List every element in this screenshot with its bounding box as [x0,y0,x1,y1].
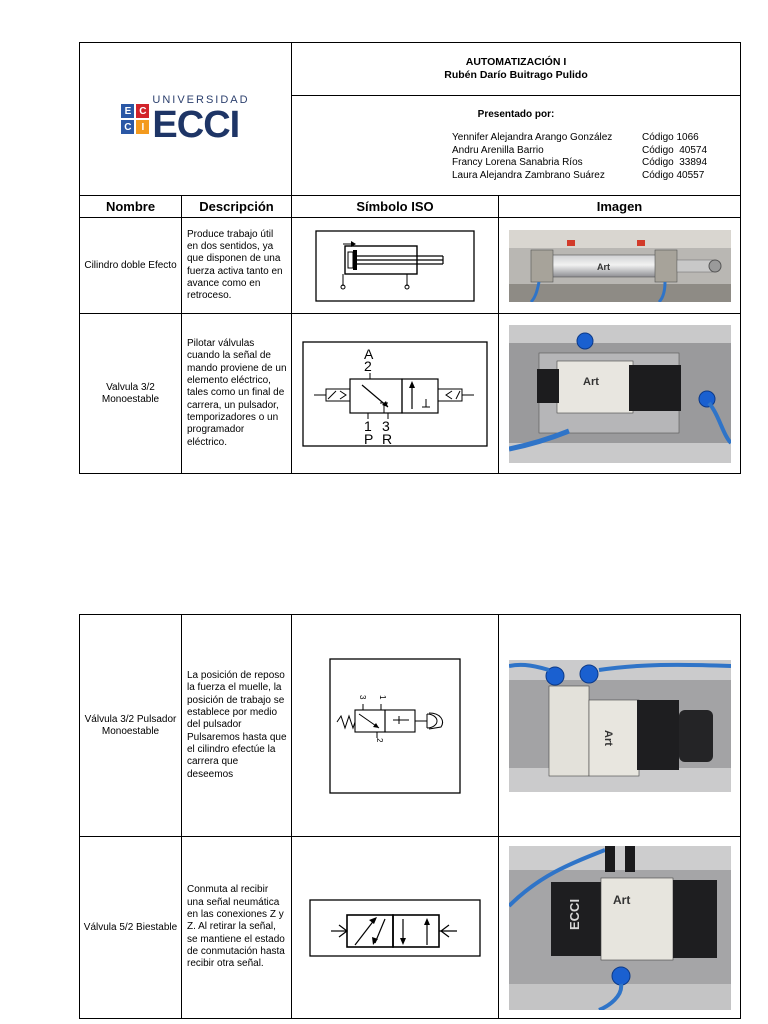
logo-cell [80,43,292,196]
photo-brand-label: Art [601,729,614,746]
components-table-page-1 [79,42,741,474]
valve-3-2-pushbutton-symbol-icon [292,615,499,837]
component-name: Válvula 5/2 Biestable [80,837,182,1019]
double-acting-cylinder-symbol-icon [292,218,499,314]
logo-grid-icon: E C C I [121,104,149,134]
port-label-1: 1 [378,694,387,699]
logo-word-universidad: UNIVERSIDAD [152,94,250,106]
solenoid-valve-photo [499,314,741,474]
port-label-1: 1 [364,417,372,434]
component-name: Valvula 3/2 Monoestable [80,314,182,474]
photo-brand-label: Art [582,375,599,388]
column-header-image: Imagen [499,196,741,218]
pushbutton-valve-photo [499,615,741,837]
table-row [80,837,741,1019]
column-header-name: Nombre [80,196,182,218]
presenters-cell [292,96,741,196]
course-title: AUTOMATIZACIÓN I [465,56,567,69]
port-label-3: 3 [382,417,390,434]
member-row: Laura Alejandra Zambrano Suárez Código 40557 [452,169,705,181]
university-logo [80,43,291,195]
member-row: Yennifer Alejandra Arango González Código 1066 [452,132,699,144]
port-label-r: R [382,430,393,447]
presented-by-label: Presentado por: [477,109,555,121]
component-name: Cilindro doble Efecto [80,218,182,314]
member-row: Francy Lorena Sanabria Ríos Código 33894 [452,157,708,169]
port-label-2: 2 [375,737,384,742]
port-label-p: P [364,430,374,447]
component-description: La posición de reposo la fuerza el muelle, la posición de trabajo se establece por medio del pulsador Pulsaremos hasta que el cilindro efectúe la carrera que deseemos [182,615,292,837]
component-description: Pilotar válvulas cuando la señal de mando proviene de un elemento eléctrico, tales como un final de carrera, un pulsador, temporizadores o un programador eléctrico. [182,314,292,474]
port-label-a: A [364,345,374,362]
component-description: Produce trabajo útil en dos sentidos, ya que disponen de una fuerza activa tanto en avance como en retroceso. [182,218,292,314]
table-row [80,314,741,474]
bistable-valve-photo [499,837,741,1019]
teacher-name: Rubén Darío Buitrago Pulido [444,69,588,82]
photo-brand-label: Art [612,892,630,907]
component-description: Conmuta al recibir una señal neumática en las conexiones Z y Z. Al retirar la señal, se mantiene el estado de conmutación hasta recibir otra señal. [182,837,292,1019]
photo-logo-label: ECCI [566,898,582,930]
port-label-2: 2 [364,357,372,374]
members-list [452,132,707,182]
member-row: Andru Arenilla Barrio Código 40574 [452,144,708,156]
column-header-symbol: Símbolo ISO [292,196,499,218]
column-header-description: Descripción [182,196,292,218]
component-name: Válvula 3/2 Pulsador Monoestable [80,615,182,837]
logo-word-ecci: ECCI [152,104,240,146]
port-label-3: 3 [358,694,367,699]
pneumatic-cylinder-photo [499,218,741,314]
table-row [80,615,741,837]
components-table-page-2 [79,614,741,1019]
header-title-cell [292,43,741,96]
table-row [80,218,741,314]
photo-brand-label: Art [596,261,610,272]
valve-5-2-pneumatic-symbol-icon [292,837,499,1019]
valve-3-2-solenoid-symbol-icon [292,314,499,474]
